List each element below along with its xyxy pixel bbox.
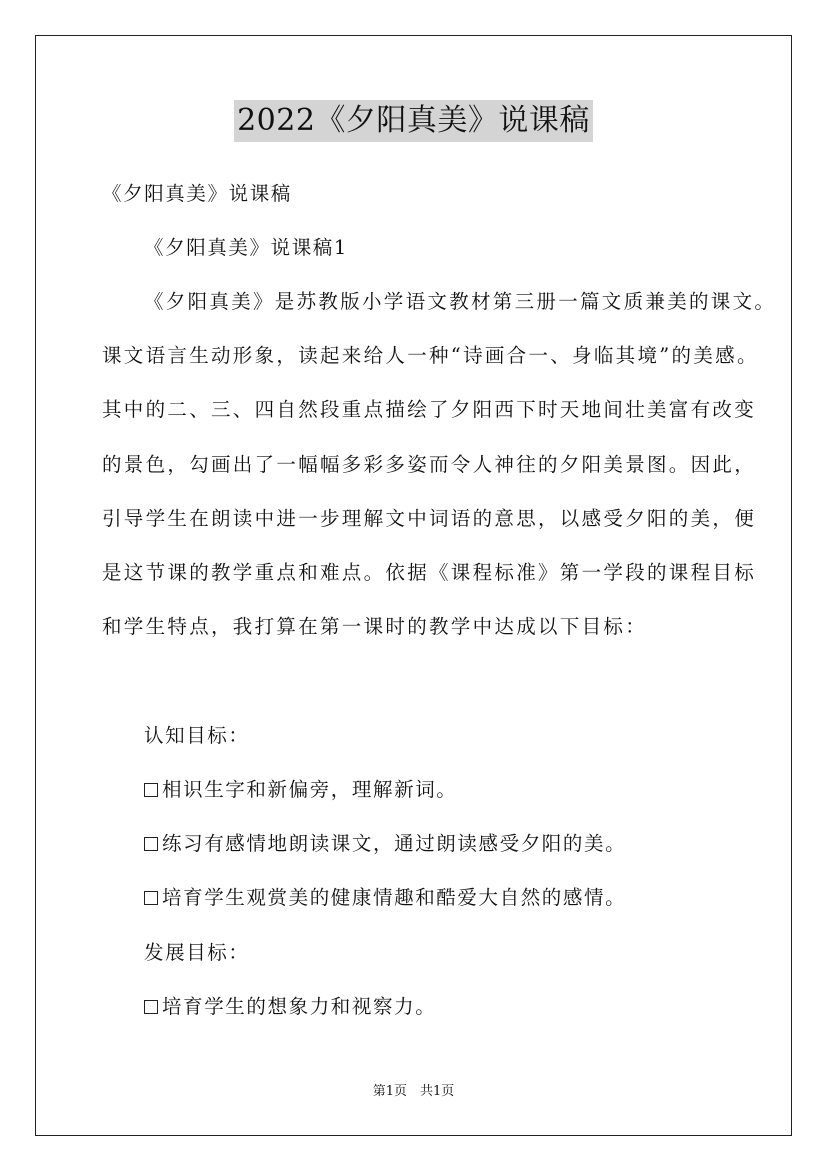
goal-list-item — [144, 884, 626, 912]
goal-text: 相识生字和新偏旁，理解新词。 — [162, 778, 458, 801]
goal-text: 培育学生观赏美的健康情趣和酷爱大自然的感情。 — [162, 886, 627, 909]
paragraph-line: 和学生特点，我打算在第一课时的教学中达成以下目标： — [102, 615, 648, 638]
goal-list-item — [144, 993, 436, 1021]
checkbox-icon — [144, 891, 158, 905]
goal-text: 培育学生的想象力和视察力。 — [162, 995, 437, 1018]
title-container — [0, 100, 827, 142]
document-subtitle: 《夕阳真美》说课稿 — [102, 182, 292, 205]
goal-list-item — [144, 830, 626, 858]
checkbox-icon — [144, 1000, 158, 1014]
paragraph-line: 课文语言生动形象，读起来给人一种“诗画合一、身临其境”的美感。 — [102, 344, 759, 367]
paragraph-line: 是这节课的教学重点和难点。依据《课程标准》第一学段的课程目标 — [102, 561, 757, 584]
cognitive-goals-heading: 认知目标： — [144, 724, 250, 747]
document-title: 2022《夕阳真美》说课稿 — [234, 100, 593, 142]
goal-list-item — [144, 776, 457, 804]
page-footer: 第1页 共1页 — [372, 1084, 455, 1099]
paragraph-line: 其中的二、三、四自然段重点描绘了夕阳西下时天地间壮美富有改变 — [102, 398, 757, 421]
paragraph-line: 《夕阳真美》是苏教版小学语文教材第三册一篇文质兼美的课文。 — [144, 290, 777, 313]
checkbox-icon — [144, 837, 158, 851]
section-heading: 《夕阳真美》说课稿1 — [144, 236, 348, 259]
paragraph-line: 的景色，勾画出了一幅幅多彩多姿而令人神往的夕阳美景图。因此， — [102, 453, 757, 476]
goal-text: 练习有感情地朗读课文，通过朗读感受夕阳的美。 — [162, 832, 627, 855]
paragraph-line: 引导学生在朗读中进一步理解文中词语的意思，以感受夕阳的美，便 — [102, 507, 757, 530]
checkbox-icon — [144, 783, 158, 797]
development-goals-heading: 发展目标： — [144, 941, 250, 964]
